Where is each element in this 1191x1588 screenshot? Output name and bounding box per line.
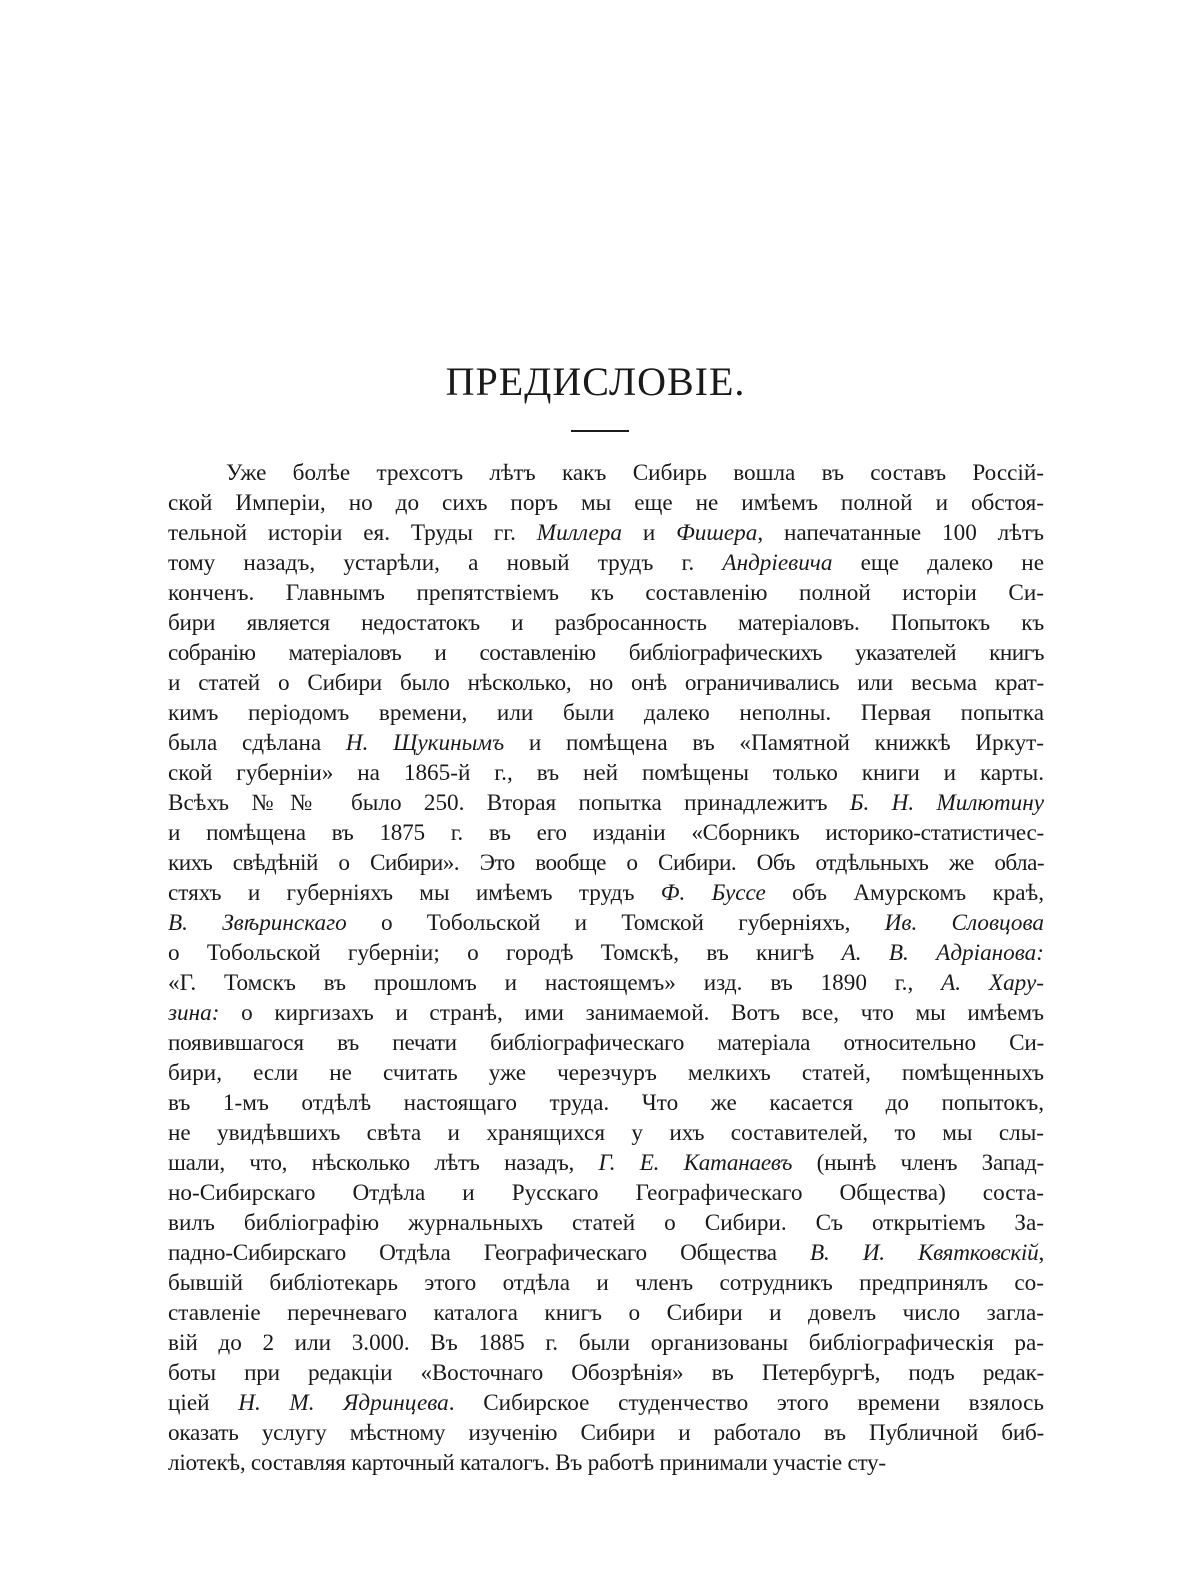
author-name: А. Хару- bbox=[941, 970, 1044, 996]
text-line bbox=[168, 638, 1044, 668]
text-line bbox=[168, 1418, 1044, 1448]
text-run: въ 1-мъ отдѣлѣ настоящаго труда. Что же касается до попытокъ, bbox=[168, 1090, 1044, 1116]
text-run: еще далеко не bbox=[832, 550, 1044, 576]
text-run: Уже болѣе трехсотъ лѣтъ какъ Сибирь вошла въ составъ Россій- bbox=[226, 460, 1044, 486]
text-line bbox=[168, 1058, 1044, 1088]
text-run: , напечатанные 100 лѣтъ bbox=[757, 520, 1044, 546]
text-run: и bbox=[621, 520, 677, 546]
author-name: Н. Щукинымъ bbox=[345, 730, 505, 756]
text-line bbox=[168, 578, 1044, 608]
author-name: Андріевича bbox=[722, 550, 833, 576]
text-run: . Сибирское студенчество этого времени взялось bbox=[448, 1390, 1044, 1416]
text-line bbox=[168, 1148, 1044, 1178]
text-line bbox=[168, 1238, 1044, 1268]
text-line bbox=[168, 1028, 1044, 1058]
text-line bbox=[168, 1328, 1044, 1358]
text-line bbox=[168, 1448, 1044, 1478]
text-run: вилъ библіографію журнальныхъ статей о Сибири. Съ открытіемъ За- bbox=[168, 1210, 1044, 1236]
text-line bbox=[168, 458, 1044, 488]
text-line bbox=[168, 1358, 1044, 1388]
text-run: ской губерніи» на 1865-й г., въ ней помѣщены только книги и карты. bbox=[168, 760, 1044, 786]
text-run: боты при редакціи «Восточнаго Обозрѣнія» въ Петербургѣ, подъ редак- bbox=[168, 1360, 1044, 1386]
text-line bbox=[168, 1208, 1044, 1238]
text-line bbox=[168, 1178, 1044, 1208]
text-run: вій до 2 или 3.000. Въ 1885 г. были организованы библіографическія ра- bbox=[168, 1330, 1044, 1356]
text-run: и статей о Сибири было нѣсколько, но онѣ ограничивались или весьма крат- bbox=[168, 670, 1044, 696]
text-run: и помѣщена въ 1875 г. въ его изданіи «Сборникъ историко-статистичес- bbox=[168, 820, 1044, 846]
text-line bbox=[168, 908, 1044, 938]
text-line bbox=[168, 1118, 1044, 1148]
text-line bbox=[168, 998, 1044, 1028]
text-run: о Тобольской и Томской губерніяхъ, bbox=[346, 910, 885, 936]
author-name: Б. Н. Милютину bbox=[849, 790, 1044, 816]
text-line bbox=[168, 728, 1044, 758]
text-line bbox=[168, 668, 1044, 698]
author-name: Фишера bbox=[676, 520, 758, 546]
text-run: ціей bbox=[168, 1390, 239, 1416]
text-line bbox=[168, 548, 1044, 578]
text-line bbox=[168, 608, 1044, 638]
author-name: Миллера bbox=[536, 520, 622, 546]
text-run: (нынѣ членъ Запад- bbox=[792, 1150, 1044, 1176]
text-run: и помѣщена въ «Памятной книжкѣ Иркут- bbox=[504, 730, 1044, 756]
text-line bbox=[168, 1268, 1044, 1298]
text-run: была сдѣлана bbox=[168, 730, 346, 756]
text-line bbox=[168, 938, 1044, 968]
text-run: , bbox=[1038, 1240, 1044, 1266]
text-line bbox=[168, 1388, 1044, 1418]
text-line bbox=[168, 1088, 1044, 1118]
text-run: о Тобольской губерніи; о городѣ Томскѣ, въ книгѣ bbox=[168, 940, 842, 966]
text-run: ской Имперіи, но до сихъ поръ мы еще не имѣемъ полной и обстоя- bbox=[168, 490, 1044, 516]
text-run: оказать услугу мѣстному изученію Сибири и работало въ Публичной биб- bbox=[168, 1420, 1044, 1446]
text-run: шали, что, нѣсколько лѣтъ назадъ, bbox=[168, 1150, 599, 1176]
text-run: появившагося въ печати библіографическаго матеріала относительно Си- bbox=[168, 1030, 1044, 1056]
author-name: В. И. Квятковскій bbox=[810, 1240, 1039, 1266]
text-run: стяхъ и губерніяхъ мы имѣемъ трудъ bbox=[168, 880, 661, 906]
text-run: объ Амурскомъ краѣ, bbox=[765, 880, 1044, 906]
text-line bbox=[168, 788, 1044, 818]
text-run: Всѣхъ №№ было 250. Вторая попытка принадлежитъ bbox=[168, 790, 850, 816]
text-line bbox=[168, 698, 1044, 728]
preface-paragraph bbox=[168, 458, 1044, 1478]
text-line bbox=[168, 488, 1044, 518]
text-run: падно-Сибирскаго Отдѣла Географическаго Общества bbox=[168, 1240, 811, 1266]
text-run: собранію матеріаловъ и составленію библіографическихъ указателей книгъ bbox=[168, 640, 1044, 666]
text-run: конченъ. Главнымъ препятствіемъ къ составленію полной исторіи Си- bbox=[168, 580, 1044, 606]
author-name: Ив. Словцова bbox=[884, 910, 1044, 936]
text-run: тельной исторіи ея. Труды гг. bbox=[168, 520, 537, 546]
text-run: бири является недостатокъ и разбросанность матеріаловъ. Попытокъ къ bbox=[168, 610, 1044, 636]
text-line bbox=[168, 818, 1044, 848]
author-name: А. В. Адріанова: bbox=[841, 940, 1044, 966]
text-run: кимъ періодомъ времени, или были далеко неполны. Первая попытка bbox=[168, 700, 1044, 726]
title-divider bbox=[571, 430, 629, 432]
text-line bbox=[168, 968, 1044, 998]
author-name: Ф. Буссе bbox=[660, 880, 766, 906]
text-run: не увидѣвшихъ свѣта и хранящихся у ихъ составителей, то мы слы- bbox=[168, 1120, 1044, 1146]
text-run: ліотекѣ, составляя карточный каталогъ. Въ работѣ принимали участіе сту- bbox=[168, 1450, 886, 1476]
text-line bbox=[168, 758, 1044, 788]
author-name: В. Звѣринскаго bbox=[168, 910, 347, 936]
text-run: бири, если не считать уже черезчуръ мелкихъ статей, помѣщенныхъ bbox=[168, 1060, 1044, 1086]
text-run: но-Сибирскаго Отдѣла и Русскаго Географическаго Общества) соста- bbox=[168, 1180, 1044, 1206]
page-title: ПРЕДИСЛОВІЕ. bbox=[445, 359, 746, 404]
text-run: о киргизахъ и странѣ, ими занимаемой. Вотъ все, что мы имѣемъ bbox=[219, 1000, 1044, 1026]
author-name: зина: bbox=[168, 1000, 220, 1026]
author-name: Н. М. Ядринцева bbox=[238, 1390, 449, 1416]
text-line bbox=[168, 518, 1044, 548]
text-run: кихъ свѣдѣній о Сибири». Это вообще о Сибири. Объ отдѣльныхъ же обла- bbox=[168, 850, 1044, 876]
text-line bbox=[168, 1298, 1044, 1328]
text-line bbox=[168, 848, 1044, 878]
author-name: Г. Е. Катанаевъ bbox=[598, 1150, 793, 1176]
text-run: бывшій библіотекарь этого отдѣла и членъ сотрудникъ предпринялъ со- bbox=[168, 1270, 1044, 1296]
text-run: ставленіе перечневаго каталога книгъ о Сибири и довелъ число загла- bbox=[168, 1300, 1044, 1326]
text-line bbox=[168, 878, 1044, 908]
text-run: «Г. Томскъ въ прошломъ и настоящемъ» изд. въ 1890 г., bbox=[168, 970, 942, 996]
text-run: тому назадъ, устарѣли, а новый трудъ г. bbox=[168, 550, 723, 576]
